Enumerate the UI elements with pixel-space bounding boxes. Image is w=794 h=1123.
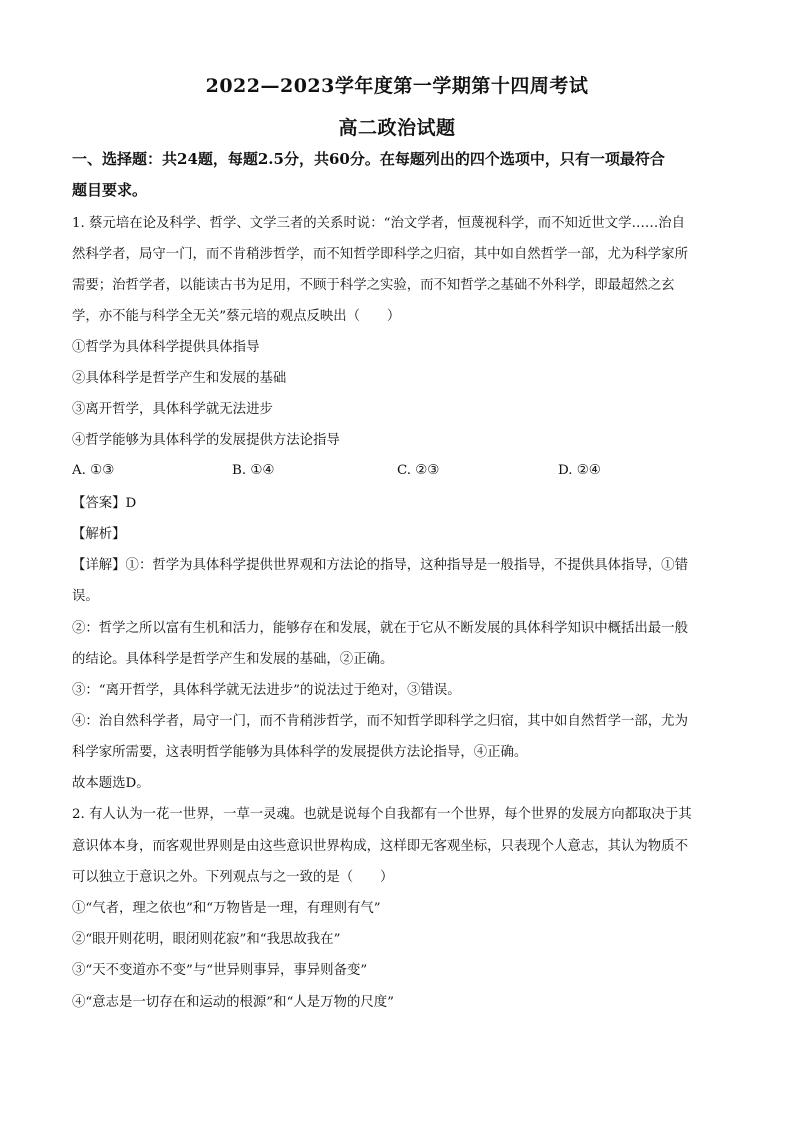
- q1-statement: ②具体科学是哲学产生和发展的基础: [72, 371, 287, 386]
- q1-detail-line: 故本题选D。: [72, 776, 150, 791]
- section-heading-line-1: 一、选择题：共24题，每题2.5分，共60分。在每题列出的四个选项中，只有一项最符合: [72, 150, 665, 168]
- q1-detail-line: 【详解】①：哲学为具体科学提供世界观和方法论的指导，这种指导是一般指导，不提供具体指导，①错: [72, 558, 688, 573]
- q1-options-row: [72, 463, 732, 481]
- exam-subtitle: 高二政治试题: [338, 117, 456, 139]
- q1-detail-line: ③：“离开哲学，具体科学就无法进步”的说法过于绝对，③错误。: [72, 683, 461, 698]
- q2-stem-line: 2. 有人认为一花一世界，一草一灵魂。也就是说每个自我都有一个世界，每个世界的发展方向都取决于其: [72, 807, 692, 822]
- q1-analysis-label: 【解析】: [72, 527, 126, 542]
- q1-option-b: B. ①④: [232, 463, 275, 478]
- q1-stem-line: 然科学者，局守一门，而不肯稍涉哲学，而不知哲学即科学之归宿，其中如自然哲学一部，尤为科学家所: [72, 247, 688, 262]
- exam-title: 2022—2023学年度第一学期第十四周考试: [205, 75, 589, 97]
- q1-statement: ①哲学为具体科学提供具体指导: [72, 340, 260, 355]
- q2-statement: ①“气者，理之依也”和“万物皆是一理，有理则有气”: [72, 901, 381, 916]
- q1-detail-line: 的结论。具体科学是哲学产生和发展的基础，②正确。: [72, 652, 394, 667]
- section-heading-line-2: 题目要求。: [72, 181, 148, 199]
- q2-statement: ③“天不变道亦不变”与“世异则事异，事异则备变”: [72, 963, 368, 978]
- q1-detail-line: ④：治自然科学者，局守一门，而不肯稍涉哲学，而不知哲学即科学之归宿，其中如自然哲学一部，尤为: [72, 714, 688, 729]
- q1-detail-line: ②：哲学之所以富有生机和活力，能够存在和发展，就在于它从不断发展的具体科学知识中概括出最一般: [72, 621, 688, 636]
- q2-statement: ②“眼开则花明，眼闭则花寂”和“我思故我在”: [72, 932, 341, 947]
- q2-stem-line: 可以独立于意识之外。下列观点与之一致的是（ ）: [72, 870, 394, 885]
- q1-detail-line: 科学家所需要，这表明哲学能够为具体科学的发展提供方法论指导，④正确。: [72, 745, 528, 760]
- q2-stem-line: 意识体本身，而客观世界则是由这些意识世界构成，这样即无客观坐标，只表现个人意志，其认为物质不: [72, 839, 688, 854]
- q1-detail-line: 误。: [72, 589, 99, 604]
- q1-statement: ④哲学能够为具体科学的发展提供方法论指导: [72, 433, 340, 448]
- q1-answer: 【答案】D: [72, 496, 137, 511]
- q1-statement: ③离开哲学，具体科学就无法进步: [72, 402, 273, 417]
- q1-option-d: D. ②④: [558, 463, 601, 478]
- q1-option-c: C. ②③: [397, 463, 440, 478]
- q2-statement: ④“意志是一切存在和运动的根源”和“人是万物的尺度”: [72, 995, 394, 1010]
- q1-stem-line: 学，亦不能与科学全无关”蔡元培的观点反映出（ ）: [72, 309, 401, 324]
- q1-option-a: A. ①③: [72, 463, 115, 478]
- q1-stem-line: 1. 蔡元培在论及科学、哲学、文学三者的关系时说：“治文学者，恒蔑视科学，而不知近世文学……治自: [72, 216, 686, 231]
- q1-stem-line: 需要；治哲学者，以能读古书为足用，不顾于科学之实验，而不知哲学之基础不外科学，即最超然之玄: [72, 278, 675, 293]
